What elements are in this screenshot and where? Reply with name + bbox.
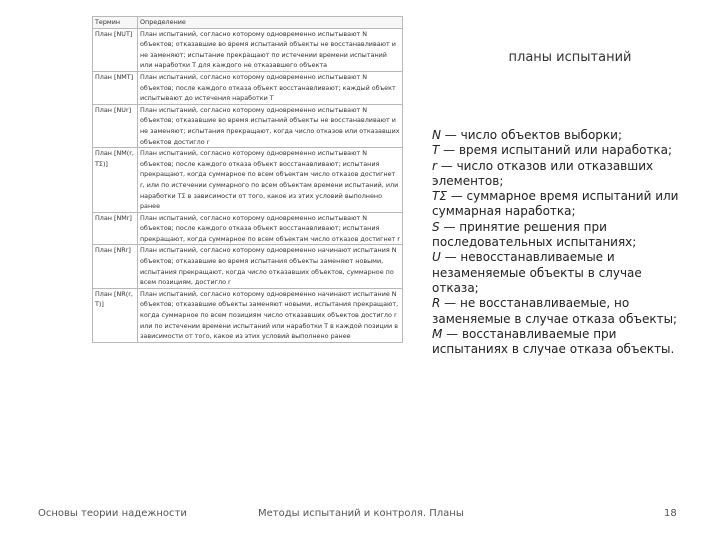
term-cell: План [NRr] [93,245,138,288]
definition-cell: План испытаний, согласно которому одновременно испытывают N объектов; отказавшие во время испытаний объекты не восстанавливают и не заменяют; испытания прекращают, когда число отказов или отказавших объектов достигло r [138,104,403,147]
notation-item [432,296,688,327]
terms-table [92,16,403,343]
header-term: Термин [93,17,138,29]
notation-item [432,143,688,158]
notation-text: — время испытаний или наработка; [439,143,673,158]
definition-cell: План испытаний, согласно которому одновременно начинают испытание N объектов; отказавшие объекты заменяют новыми, испытания прекращают, когда суммарное по всем позициям число отказавших объектов достигло r или по истечении времени испытаний или наработки T в каждой позиции в зависимости от того, какое из этих условий выполнено ранее [138,288,403,342]
notation-item [432,327,688,358]
notation-text: — число объектов выборки; [440,128,622,142]
notation-symbol: M [432,326,443,341]
table-row [93,288,403,342]
notation-symbol: r [432,158,437,173]
table-row [93,71,403,104]
definition-cell: План испытаний, согласно которому одновременно испытывают N объектов; отказавшие во время испытаний объекты не восстанавливают и не заменяют; испытание прекращают по истечении времени испытаний или наработки T для каждого не отказавшего объекта [138,28,403,71]
notation-item [432,128,688,143]
table-row [93,148,403,213]
notation-symbol: TΣ [432,189,447,204]
table-header-row [93,17,403,29]
term-cell: План [NUr] [93,104,138,147]
term-cell: План [NMT] [93,71,138,104]
definition-cell: План испытаний, согласно которому одновременно испытывают N объектов; после каждого отказа объект восстанавливают; испытания прекращают, когда суммарное по всем объектам число отказов достигнет r, или по истечении суммарного по всем объектам времени испытаний, или наработки TΣ в зависимости от того, какое из этих условий выполнено ранее [138,148,403,213]
table-row [93,245,403,288]
term-cell: План [NMr] [93,212,138,245]
notation-text: — восстанавливаемые при испытаниях в случае отказа объекты. [432,326,675,357]
notation-symbol: R [432,296,441,311]
notation-item [432,159,688,190]
notation-list [432,128,688,357]
table-row [93,212,403,245]
header-definition: Определение [138,17,403,29]
notation-symbol: U [432,250,441,265]
page-number: 18 [664,508,677,519]
notation-item [432,250,688,296]
term-cell: План [NM(r, TΣ)] [93,148,138,213]
notation-symbol: S [432,219,440,234]
term-cell: План [NUT] [93,28,138,71]
table-row [93,28,403,71]
footer-course-title: Основы теории надежности [38,508,187,519]
notation-item [432,189,688,220]
notation-text: — принятие решения при последовательных испытаниях; [432,219,637,250]
notation-item [432,220,688,251]
notation-symbol: N [432,128,441,142]
notation-text: — не восстанавливаемые, но заменяемые в случае отказа объекты; [432,296,678,326]
notation-symbol: T [432,143,440,158]
notation-text: — невосстанавливаемые и незаменяемые объекты в случае отказа; [432,250,642,295]
definition-cell: План испытаний, согласно которому одновременно начинают испытания N объектов; отказавшие во время испытания объекты заменяют новыми, испытания прекращают, когда число отказавших объектов, суммарное по всем позициям, достигло r [138,245,403,288]
notation-text: — суммарное время испытаний или суммарная наработка; [432,189,679,219]
notation-text: — число отказов или отказавших элементов; [432,158,654,188]
definition-cell: План испытаний, согласно которому одновременно испытывают N объектов; после каждого отказа объект восстанавливают; каждый объект испытывают до истечения наработки T [138,71,403,104]
table-row [93,104,403,147]
term-cell: План [NR(r, T)] [93,288,138,342]
footer-section-title: Методы испытаний и контроля. Планы [258,508,464,519]
slide-title: планы испытаний [508,50,632,65]
definition-cell: План испытаний, согласно которому одновременно испытывают N объектов; после каждого отказа объект восстанавливают; испытания прекращают, когда суммарное по всем объектам число отказов достигнет r [138,212,403,245]
